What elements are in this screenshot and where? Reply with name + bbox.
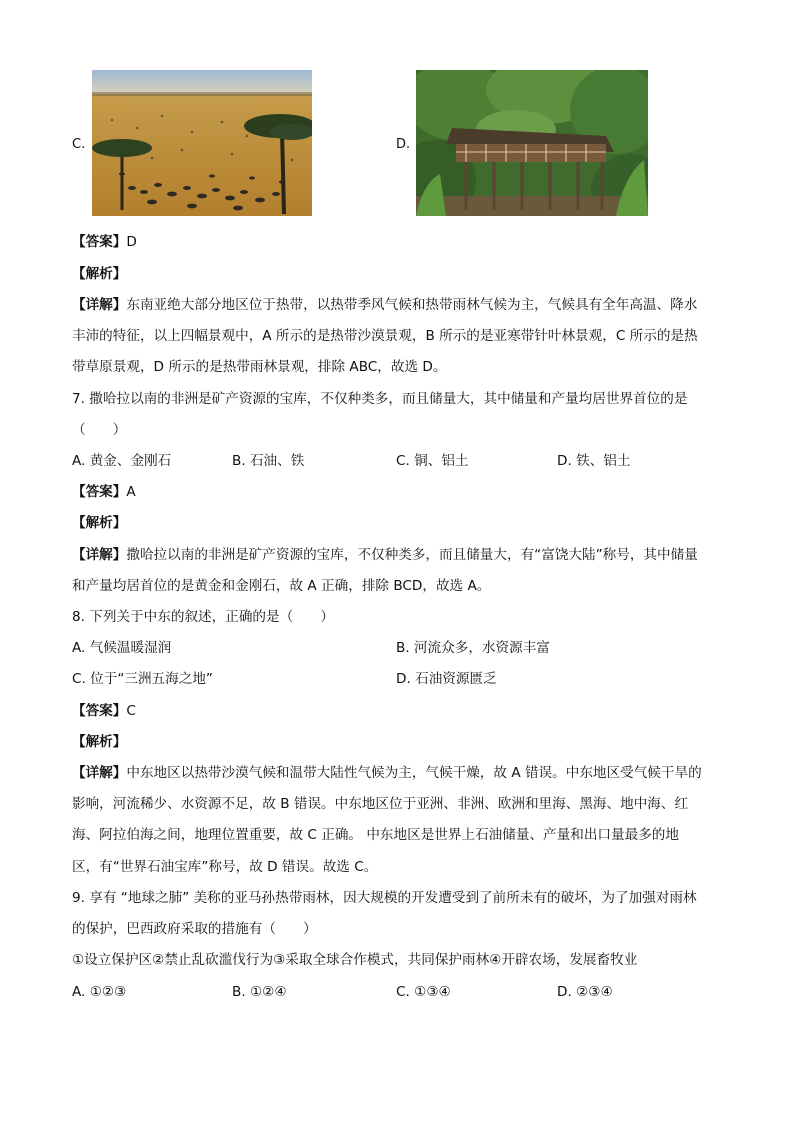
q7-detail-line-2 <box>72 576 722 596</box>
q9-stem-text-1: 9. 享有 “地球之肺” 美称的亚马孙热带雨林，因大规模的开发遭受到了前所未有的破坏，为了加强对雨林 <box>72 890 697 906</box>
q8-detail-text-1: 中东地区以热带沙漠气候和温带大陆性气候为主，气候干燥，故 A 错误。中东地区受气候干旱的 <box>126 765 702 781</box>
q9-stem-line-2 <box>72 919 722 939</box>
q7-detail-line-1 <box>72 545 722 565</box>
q8-analysis-tag: 【解析】 <box>72 734 127 750</box>
q9-option-c: C. ①③④ <box>396 984 451 1000</box>
q6-detail-line-1 <box>72 295 722 315</box>
q6-detail-text-2: 丰沛的特征，以上四幅景观中，A 所示的是热带沙漠景观，B 所示的是亚寒带针叶林景观，C 所示的是热 <box>72 328 698 344</box>
q9-option-d: D. ②③④ <box>557 984 613 1000</box>
q8-stem-line-1 <box>72 607 722 627</box>
image-options-row <box>0 70 794 220</box>
q8-option-c: C. 位于“三洲五海之地” <box>72 671 213 687</box>
q8-detail-line-1 <box>72 763 722 783</box>
q6-detail-text-3: 带草原景观，D 所示的是热带雨林景观，排除 ABC，故选 D。 <box>72 359 447 375</box>
q8-detail-line-4 <box>72 857 722 877</box>
rainforest-stilt-house-photo <box>416 70 648 216</box>
q8-stem-text-1: 8. 下列关于中东的叙述，正确的是（ ） <box>72 609 334 625</box>
q8-detail-line-3 <box>72 825 722 845</box>
q7-option-b: B. 石油、铁 <box>232 453 305 469</box>
q6-detail-text-1: 东南亚绝大部分地区位于热带，以热带季风气候和热带雨林气候为主，气候具有全年高温、降水 <box>126 297 698 313</box>
savanna-photo <box>92 70 312 216</box>
q8-answer-tag: 【答案】 <box>72 703 127 719</box>
q7-answer-value: A <box>126 484 136 500</box>
q7-answer-line <box>72 482 722 502</box>
q7-analysis-tag: 【解析】 <box>72 515 127 531</box>
q7-stem-text-2: （ ） <box>72 422 127 438</box>
q8-option-b: B. 河流众多，水资源丰富 <box>396 640 550 656</box>
q9-option-b: B. ①②④ <box>232 984 287 1000</box>
option-d-letter: D. <box>396 137 411 152</box>
q7-detail-tag: 【详解】 <box>72 547 127 563</box>
q8-analysis-label <box>72 732 722 752</box>
q7-detail-text-2: 和产量均居首位的是黄金和金刚石，故 A 正确，排除 BCD，故选 A。 <box>72 578 491 594</box>
q7-answer-tag: 【答案】 <box>72 484 127 500</box>
q6-answer-line <box>72 232 722 252</box>
q7-stem-text-1: 7. 撒哈拉以南的非洲是矿产资源的宝库，不仅种类多，而且储量大，其中储量和产量均居世界首位的是 <box>72 391 688 407</box>
q6-detail-tag: 【详解】 <box>72 297 127 313</box>
q8-answer-value: C <box>126 703 136 719</box>
q7-option-c: C. 铜、铝土 <box>396 453 469 469</box>
q6-answer-tag: 【答案】 <box>72 234 127 250</box>
q9-stem-line-3 <box>72 950 722 970</box>
q9-stem-text-2: 的保护，巴西政府采取的措施有（ ） <box>72 921 317 937</box>
q7-stem-line-1 <box>72 389 722 409</box>
q6-detail-line-3 <box>72 357 722 377</box>
q7-option-a: A. 黄金、金刚石 <box>72 453 172 469</box>
q7-detail-text-1: 撒哈拉以南的非洲是矿产资源的宝库，不仅种类多，而且储量大，有“富饶大陆”称号，其中储量 <box>126 547 698 563</box>
q9-option-a: A. ①②③ <box>72 984 127 1000</box>
q7-analysis-label <box>72 513 722 533</box>
q7-stem-line-2 <box>72 420 722 440</box>
q8-detail-line-2 <box>72 794 722 814</box>
q8-detail-text-4: 区，有“世界石油宝库”称号，故 D 错误。故选 C。 <box>72 859 378 875</box>
q7-option-d: D. 铁、铝土 <box>557 453 631 469</box>
q6-analysis-label <box>72 264 722 284</box>
q8-answer-line <box>72 701 722 721</box>
q6-answer-value: D <box>126 234 137 250</box>
q8-detail-text-2: 影响，河流稀少、水资源不足，故 B 错误。中东地区位于亚洲、非洲、欧洲和里海、黑海、地中海、红 <box>72 796 689 812</box>
q6-analysis-tag: 【解析】 <box>72 266 127 282</box>
q8-detail-tag: 【详解】 <box>72 765 127 781</box>
q8-detail-text-3: 海、阿拉伯海之间，地理位置重要，故 C 正确。 中东地区是世界上石油储量、产量和出口量最多的地 <box>72 827 679 843</box>
q9-stem-text-3: ①设立保护区②禁止乱砍滥伐行为③采取全球合作模式，共同保护雨林④开辟农场，发展畜牧业 <box>72 952 638 968</box>
option-c-letter: C. <box>72 137 86 152</box>
q8-option-a: A. 气候温暖湿润 <box>72 640 172 656</box>
q9-stem-line-1 <box>72 888 722 908</box>
q6-detail-line-2 <box>72 326 722 346</box>
q8-option-d: D. 石油资源匮乏 <box>396 671 497 687</box>
